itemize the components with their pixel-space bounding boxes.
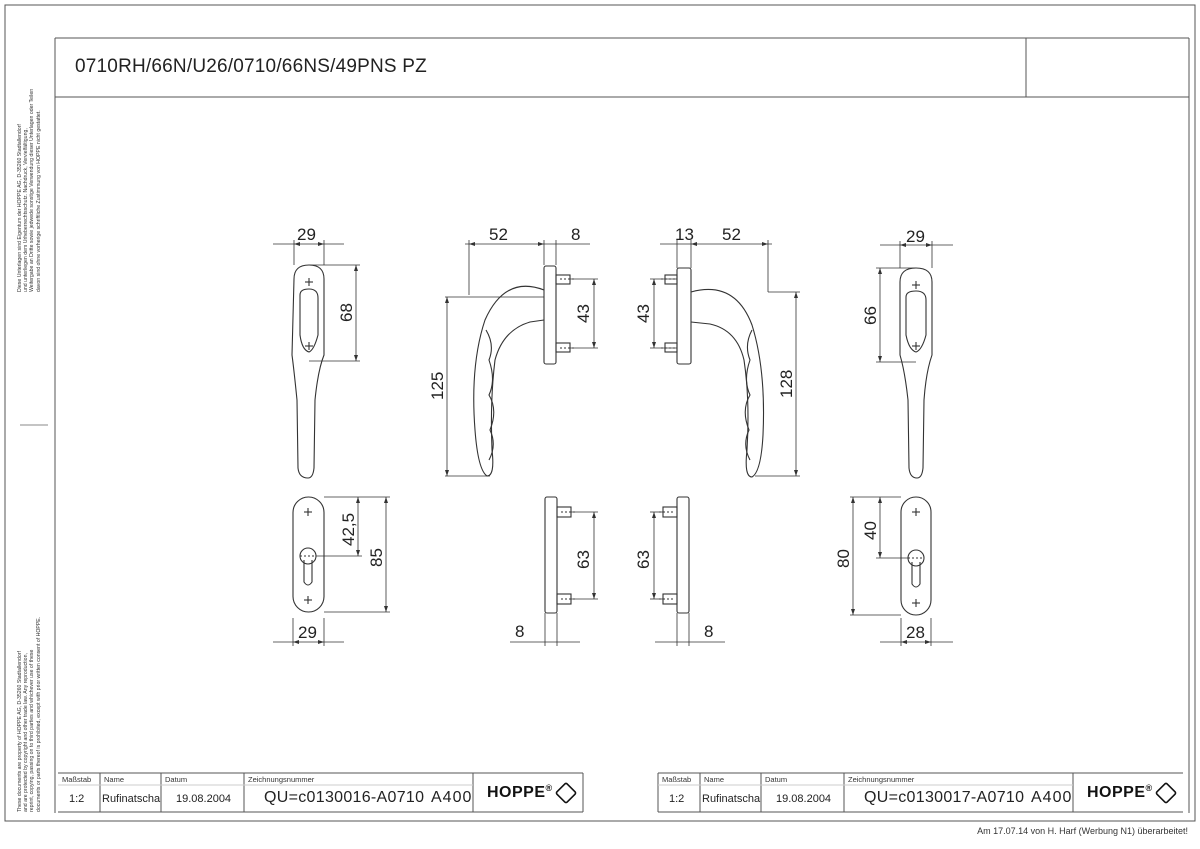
date-label: Datum [765,775,788,784]
escutcheon-side-left [545,497,575,613]
name-value: Rufinatscha [102,793,161,805]
scale-value: 1:2 [69,793,85,805]
front-handle-left [292,265,324,478]
dim-left-escutcheon-width: 29 [298,623,317,642]
dim-left-handle-hole-spacing: 68 [337,303,356,322]
format-value: A400 [1031,789,1073,806]
hoppe-logo: HOPPE® [487,783,576,803]
dim-left-handle-width: 29 [297,225,316,244]
dim-right-handle-hole-spacing: 66 [861,306,880,325]
dim-side-height-right: 128 [777,369,796,398]
drawing-no-label: Zeichnungsnummer [848,775,915,784]
page-title: 0710RH/66N/U26/0710/66NS/49PNS PZ [75,56,427,77]
date-value: 19.08.2004 [176,793,232,805]
side-handle-left [474,266,574,476]
dim-side-rose-right: 13 [675,225,694,244]
name-value: Rufinatscha [702,793,761,805]
date-value: 19.08.2004 [776,793,832,805]
side-handle-right [661,268,764,477]
hoppe-logo: HOPPE® [1087,783,1176,803]
sheet-frame [5,5,1195,821]
dim-side-height-left: 125 [428,371,447,400]
dim-right-escutcheon-side-spacing: 63 [634,550,653,569]
date-label: Datum [165,775,188,784]
dim-right-escutcheon-offset: 40 [861,521,880,540]
dim-side-projection-right: 52 [722,225,741,244]
dimension-labels [297,225,925,642]
hoppe-logo-icon: ® [1145,783,1153,793]
outer-border [5,5,1195,821]
drawing-no-label: Zeichnungsnummer [248,775,315,784]
name-label: Name [104,775,125,784]
dim-side-hole-spacing-left: 43 [574,304,593,323]
copyright-english: These documents are property of HOPPE AG, D-35260 Stadtallendorf and are protected by copyright and other trade law. Any reproduction, reprint, copying, passing on to third parties and whichever use of these documents or parts thereof is prohibited, except with prior written consent of HOPPE. [17,616,42,812]
drawing-number: QU=c0130016-A0710 [264,789,425,806]
copyright-german: Diese Unterlagen sind Eigentum der HOPPE AG, D-35260 Stadtallendorf und unterliegen dem Urheberrechtsschutz. Nachdruck, Vervielfältigung, Weitergabe an Dritte sowie jedwede sonstige Verwendung dieser Unterlagen oder Teilen davon sind ohne vorherige schriftliche Zustimmung von HOPPE nicht gestattet. [17,88,42,292]
dim-right-handle-width: 29 [906,227,925,246]
drawing-number: QU=c0130017-A0710 [864,789,1025,806]
dim-side-hole-spacing-right: 43 [634,304,653,323]
dim-right-escutcheon-side-thickness: 8 [704,622,714,641]
scale-value: 1:2 [669,793,685,805]
escutcheon-side-right [659,497,689,613]
dim-left-escutcheon-side-spacing: 63 [574,550,593,569]
front-handle-right [900,268,932,478]
hoppe-emblem-icon [554,782,577,805]
dim-right-escutcheon-width: 28 [906,623,925,642]
dim-right-escutcheon-height: 80 [834,549,853,568]
dim-side-projection-left: 52 [489,225,508,244]
escutcheon-left [293,497,324,612]
dimension-arrows [293,242,932,644]
dim-side-rose-left: 8 [571,225,581,244]
scale-label: Maßstab [62,775,92,784]
format-value: A400 [431,789,473,806]
dim-left-escutcheon-height: 85 [367,548,386,567]
dimension-lines [273,240,953,646]
dim-left-escutcheon-offset: 42,5 [339,512,358,546]
revision-note: Am 17.07.14 von H. Harf (Werbung N1) überarbeitet! [977,826,1188,836]
name-label: Name [704,775,725,784]
dim-left-escutcheon-side-thickness: 8 [515,622,525,641]
hoppe-emblem-icon [1154,782,1177,805]
escutcheon-right [901,497,931,615]
scale-label: Maßstab [662,775,692,784]
hoppe-logo-icon: ® [545,783,553,793]
